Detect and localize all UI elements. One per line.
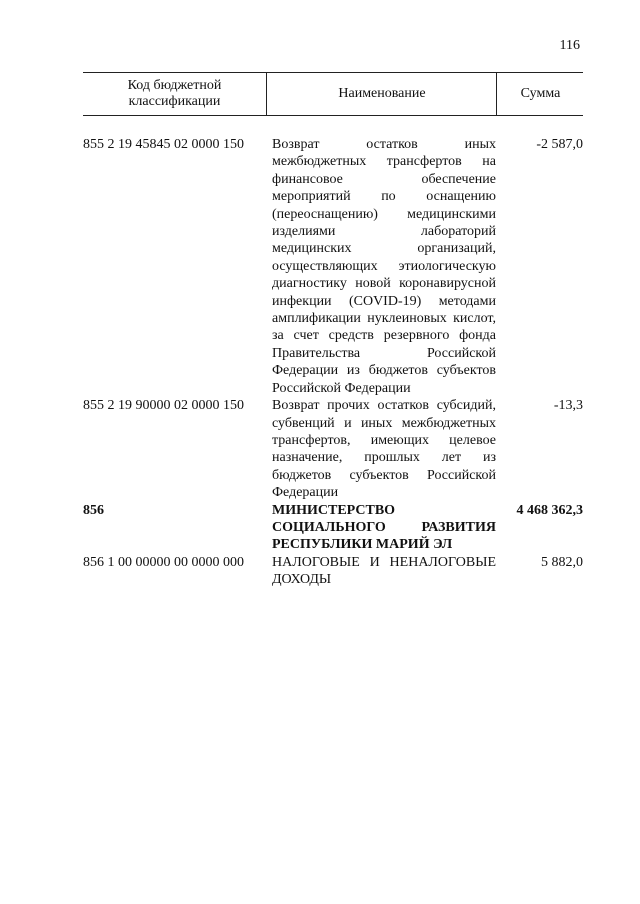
row-name: МИНИСТЕРСТВО СОЦИАЛЬНОГО РАЗВИТИЯ РЕСПУБЛИКИ МАРИЙ ЭЛ [272, 502, 496, 553]
row-name: Возврат остатков иных межбюджетных трансфертов на финансовое обеспечение мероприятий по оснащению (переоснащению) медицинскими изделиями лабораторий медицинских организаций, осуществляющих этиологическую диагностику новой коронавирусной инфекции (COVID-19) методами амплификации нуклеиновых кислот, за счет средств резервного фонда Правительства Российской Федерации из бюджетов субъектов Российской Федерации [272, 137, 496, 396]
row-code: 855 2 19 45845 02 0000 150 [83, 137, 244, 152]
row-sum: -2 587,0 [536, 137, 583, 152]
header-sum-label: Сумма [520, 86, 561, 101]
header-name-label: Наименование [338, 86, 426, 101]
table-header [83, 72, 583, 116]
header-code [83, 73, 266, 115]
header-sum [496, 73, 584, 115]
row-sum: 4 468 362,3 [516, 502, 583, 518]
header-name [266, 73, 497, 115]
row-code: 856 1 00 00000 00 0000 000 [83, 554, 244, 570]
row-code: 856 [83, 502, 104, 518]
table-row [83, 136, 583, 397]
row-sum: 5 882,0 [541, 554, 583, 570]
row-name: НАЛОГОВЫЕ И НЕНАЛОГОВЫЕ ДОХОДЫ [272, 554, 496, 588]
header-code-label: Код бюджетной классификации [127, 78, 222, 109]
table-row [83, 554, 583, 589]
row-sum: -13,3 [553, 398, 583, 414]
table-row [83, 397, 583, 501]
table-row [83, 502, 583, 554]
row-name: Возврат прочих остатков субсидий, субвенций и иных межбюджетных трансфертов, имеющих целевое назначение, прошлых лет из бюджетов субъектов Российской Федерации [272, 398, 496, 501]
page-number: 116 [559, 38, 580, 53]
table-body [83, 136, 583, 589]
row-code: 855 2 19 90000 02 0000 150 [83, 398, 244, 414]
